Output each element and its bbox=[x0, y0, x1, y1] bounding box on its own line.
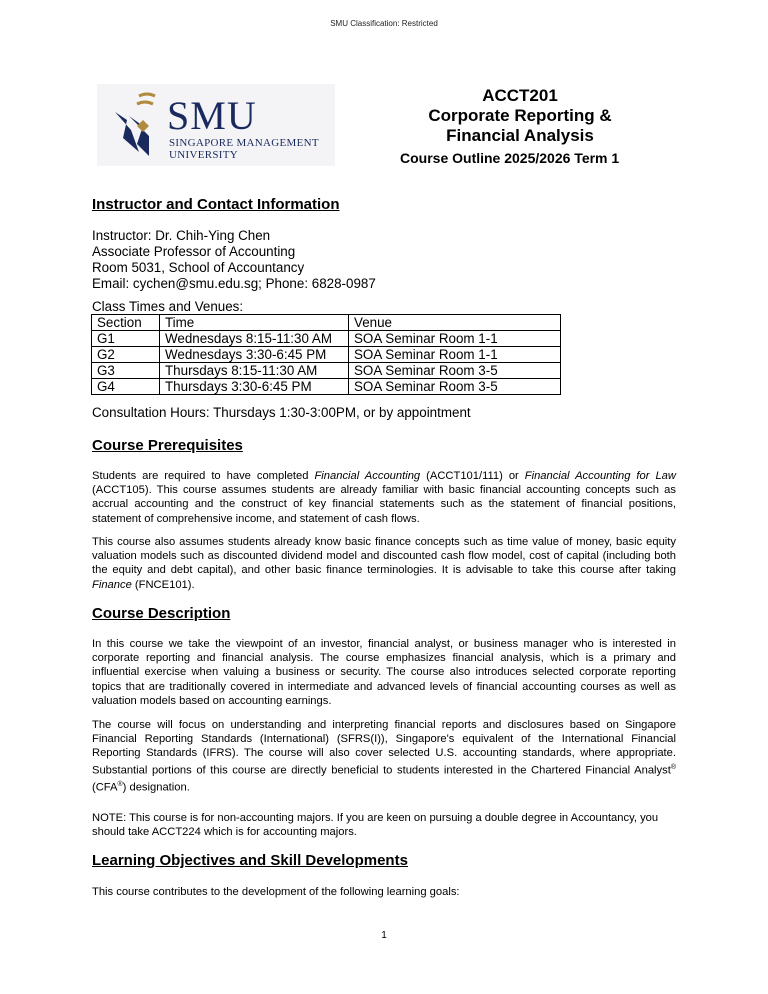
objectives-heading: Learning Objectives and Skill Developments bbox=[92, 852, 408, 869]
table-row bbox=[92, 331, 561, 347]
table-row bbox=[92, 347, 561, 363]
course-name-italic: Finance bbox=[92, 578, 132, 591]
registered-mark: ® bbox=[670, 763, 676, 771]
text-run: The course will focus on understanding and interpreting financial reports and disclosures based on Singapore Financial Reporting Standards (International) (SFRS(I)), Singapore's equivalent of the International Financial Reporting Standards (IFRS). The course will also cover selected U.S. accounting standards, where appropriate. Substantial portions of this course are directly beneficial to students interested in the Chartered Financial Analyst bbox=[92, 719, 676, 777]
table-header-cell: Time bbox=[160, 315, 349, 331]
table-header-cell: Venue bbox=[349, 315, 561, 331]
table-row bbox=[92, 363, 561, 379]
table-cell: G2 bbox=[92, 347, 160, 363]
instructor-contact: Email: cychen@smu.edu.sg; Phone: 6828-0987 bbox=[92, 276, 376, 291]
table-cell: Thursdays 3:30-6:45 PM bbox=[160, 379, 349, 395]
classification-label: SMU Classification: Restricted bbox=[330, 19, 438, 28]
text-run: ) designation. bbox=[122, 781, 190, 794]
smu-logo bbox=[97, 84, 335, 166]
text-run: (CFA bbox=[92, 781, 118, 794]
table-cell: SOA Seminar Room 3-5 bbox=[349, 379, 561, 395]
table-cell: Wednesdays 3:30-6:45 PM bbox=[160, 347, 349, 363]
instructor-details bbox=[92, 228, 376, 292]
description-heading: Course Description bbox=[92, 605, 231, 622]
table-row bbox=[92, 379, 561, 395]
description-paragraph-1: In this course we take the viewpoint of an investor, financial analyst, or business manager who is interested in corporate reporting and financial analysis. The course emphasizes financial analysis, which is a primary and influential exercise when valuing a business or security. The course also introduces selected corporate reporting topics that are traditionally covered in intermediate and advanced levels of financial accounting courses as well as valuation models based on accounting earnings. bbox=[92, 638, 676, 707]
course-name-italic: Financial Accounting bbox=[314, 470, 421, 482]
table-cell: SOA Seminar Room 3-5 bbox=[349, 363, 561, 379]
course-title-block bbox=[398, 86, 642, 146]
instructor-heading: Instructor and Contact Information bbox=[92, 196, 340, 213]
table-cell: SOA Seminar Room 1-1 bbox=[349, 331, 561, 347]
table-cell: G3 bbox=[92, 363, 160, 379]
instructor-room: Room 5031, School of Accountancy bbox=[92, 260, 305, 275]
description-note: NOTE: This course is for non-accounting majors. If you are keen on pursuing a double degree in Accountancy, you should take ACCT224 which is for accounting majors. bbox=[92, 812, 659, 839]
course-title-line2: Financial Analysis bbox=[446, 126, 594, 145]
logo-wordmark: SMU bbox=[167, 93, 257, 138]
table-cell: G1 bbox=[92, 331, 160, 347]
instructor-position: Associate Professor of Accounting bbox=[92, 244, 296, 259]
class-times-table bbox=[91, 314, 561, 395]
class-times-label: Class Times and Venues: bbox=[92, 299, 244, 314]
table-header-cell: Section bbox=[92, 315, 160, 331]
instructor-name: Instructor: Dr. Chih-Ying Chen bbox=[92, 228, 271, 243]
table-cell: G4 bbox=[92, 379, 160, 395]
registered-mark: ® bbox=[117, 780, 123, 788]
smu-crest-icon bbox=[109, 90, 167, 162]
text-run: This course also assumes students already know basic finance concepts such as time value of money, basic equity valuation models such as discounted dividend model and discounted cash flow model, cost of capital (including both the equity and debt capital), and other basic finance terminologies. It is advisable to take this course after taking bbox=[92, 536, 676, 577]
objectives-intro: This course contributes to the development of the following learning goals: bbox=[92, 886, 460, 898]
prerequisites-paragraph-2 bbox=[92, 535, 676, 592]
table-cell: SOA Seminar Room 1-1 bbox=[349, 347, 561, 363]
text-run: (FNCE101). bbox=[131, 578, 195, 591]
course-title-line1: Corporate Reporting & bbox=[428, 106, 612, 125]
table-header-row bbox=[92, 315, 561, 331]
text-run: Students are required to have completed bbox=[92, 470, 315, 482]
description-paragraph-2 bbox=[92, 718, 676, 794]
prerequisites-paragraph-1 bbox=[92, 469, 676, 526]
text-run: (ACCT105). This course assumes students are already familiar with basic financial accounting concepts such as accrual accounting and the construct of key financial statements such as the statement of financial positions, statement of comprehensive income, and statement of cash flows. bbox=[92, 484, 676, 525]
consultation-hours: Consultation Hours: Thursdays 1:30-3:00PM, or by appointment bbox=[92, 405, 471, 420]
logo-subtitle-line1: SINGAPORE MANAGEMENT bbox=[169, 137, 319, 149]
text-run: (ACCT101/111) or bbox=[420, 470, 525, 482]
table-cell: Thursdays 8:15-11:30 AM bbox=[160, 363, 349, 379]
page-number: 1 bbox=[381, 930, 387, 941]
prerequisites-heading: Course Prerequisites bbox=[92, 437, 243, 454]
logo-subtitle-line2: UNIVERSITY bbox=[169, 149, 238, 161]
course-name-italic: Financial Accounting for Law bbox=[524, 470, 676, 482]
course-code: ACCT201 bbox=[482, 86, 558, 105]
course-outline-term: Course Outline 2025/2026 Term 1 bbox=[400, 150, 620, 166]
table-cell: Wednesdays 8:15-11:30 AM bbox=[160, 331, 349, 347]
